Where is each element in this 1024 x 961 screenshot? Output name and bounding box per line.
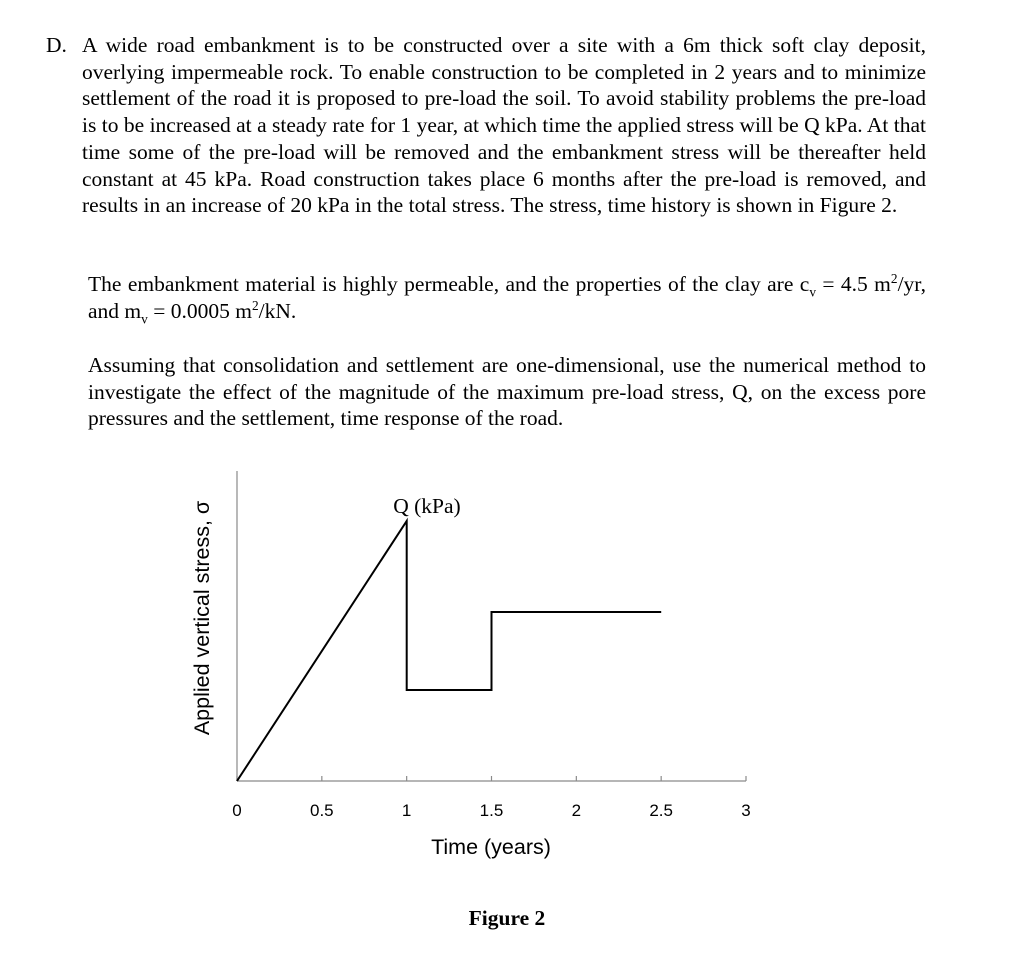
x-tick-label: 0.5 <box>310 801 334 820</box>
cv-unit-superscript: 2 <box>890 270 898 286</box>
x-tick-label: 1 <box>401 801 412 820</box>
question-label: D. <box>46 33 67 57</box>
question-paragraph-3: Assuming that consolidation and settlement are one-dimensional, use the numerical method to investigate the effect of the magnitude of the maximum pre-load stress, Q, on the excess pore pressures and the settlement, time response of the road. <box>88 353 926 431</box>
stress-history-line <box>237 521 661 781</box>
x-tick-label: 1.5 <box>479 801 504 820</box>
para2-text-5: /kN. <box>258 298 297 323</box>
para2-text-4: = 0.0005 m <box>147 298 252 323</box>
mv-unit-superscript: 2 <box>251 297 259 313</box>
para2-text-3: /yr, and m <box>88 272 926 323</box>
para2-text-1: The embankment material is highly permeable, and the properties of the clay are c <box>88 272 810 296</box>
peak-label-q: Q (kPa) <box>393 494 461 518</box>
cv-subscript: v <box>809 284 816 300</box>
x-tick-label: 3 <box>741 801 751 820</box>
question-paragraph-1: A wide road embankment is to be constructed over a site with a 6m thick soft clay deposit, overlying impermeable rock. To enable construction to be completed in 2 years and to minimize settlement of the road it is proposed to pre-load the soil. To avoid stability problems the pre-load is to be increased at a steady rate for 1 year, at which time the applied stress will be Q kPa. At that time some of the pre-load will be removed and the embankment stress will be thereafter held constant at 45 kPa. Road construction takes place 6 months after the pre-load is removed, and results in an increase of 20 kPa in the total stress. The stress, time history is shown in Figure 2. <box>82 33 926 218</box>
figure-caption: Figure 2 <box>468 906 546 930</box>
para2-text-2: = 4.5 m <box>815 272 891 296</box>
mv-subscript: v <box>141 311 148 326</box>
x-tick-label: 0 <box>232 801 242 820</box>
y-axis-label: Applied vertical stress, σ <box>190 500 214 736</box>
x-tick-label: 2 <box>571 801 582 820</box>
x-axis-label: Time (years) <box>431 835 551 859</box>
x-tick-label: 2.5 <box>649 801 673 820</box>
